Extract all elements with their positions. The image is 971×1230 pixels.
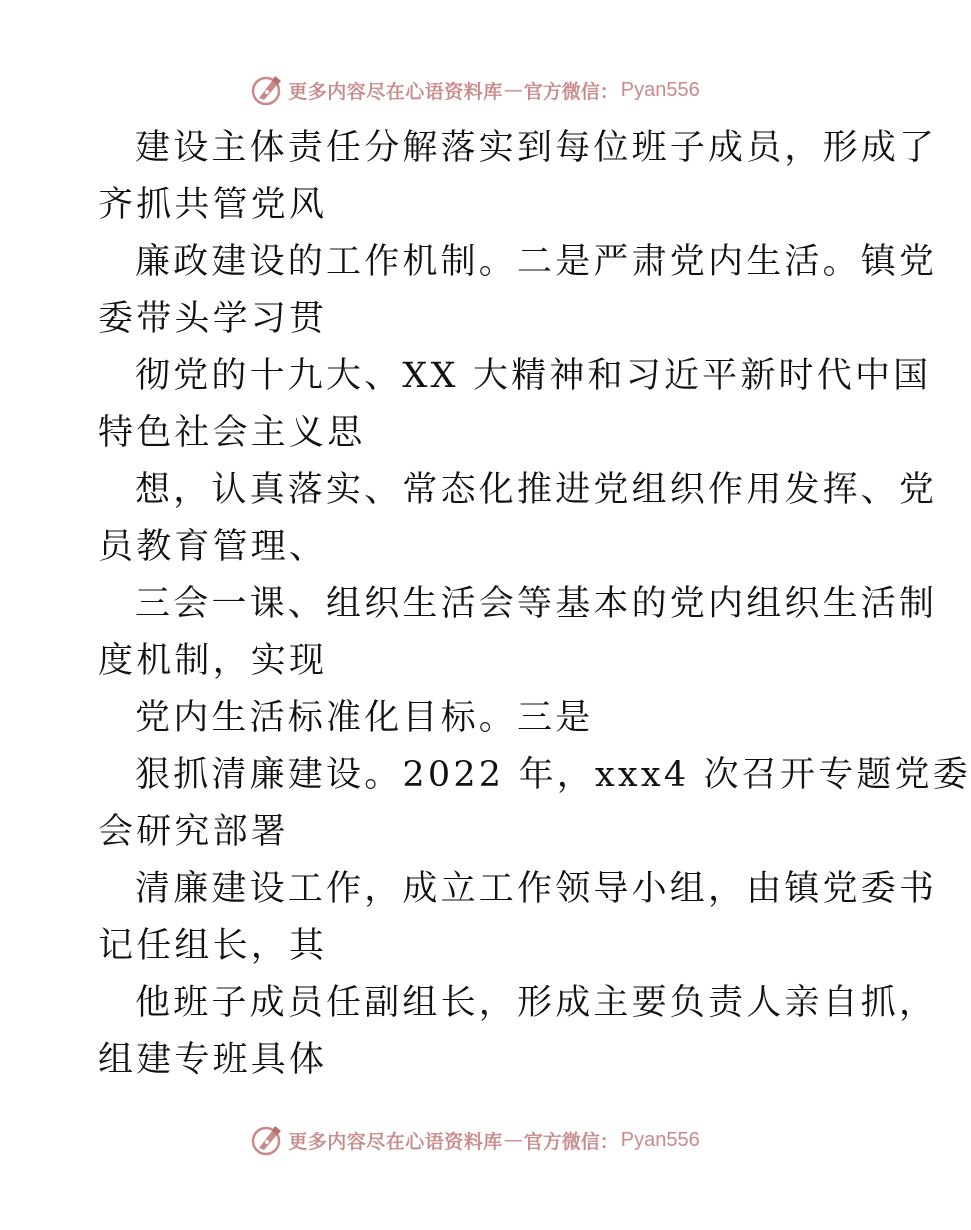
text-line: 齐抓共管党风 <box>98 185 328 225</box>
banner-site-text: 更多内容尽在心语资料库 <box>288 80 503 103</box>
banner-wechat-id: Pyan556 <box>620 1128 700 1151</box>
banner-wechat-id: Pyan556 <box>620 78 700 101</box>
text-line: 彻党的十九大、XX 大精神和习近平新时代中国 <box>135 356 932 396</box>
text-line: 会研究部署 <box>98 812 290 852</box>
text-line: 度机制，实现 <box>98 641 328 681</box>
text-line: 党内生活标准化目标。三是 <box>135 698 594 738</box>
document-body <box>98 120 971 1089</box>
pen-nib-logo-icon <box>250 73 284 107</box>
text-line: 记任组长，其 <box>98 926 328 966</box>
banner-official-text: 官方微信： <box>523 80 619 103</box>
text-line: 三会一课、组织生活会等基本的党内组织生活制 <box>135 584 938 624</box>
text-line: 廉政建设的工作机制。二是严肃党内生活。镇党 <box>135 242 938 282</box>
text-line: 想，认真落实、常态化推进党组织作用发挥、党 <box>135 470 938 510</box>
text-line: 他班子成员任副组长，形成主要负责人亲自抓， <box>135 983 938 1023</box>
text-line: 组建专班具体 <box>98 1040 328 1080</box>
text-line: 委带头学习贯 <box>98 299 328 339</box>
header-banner <box>0 70 950 110</box>
banner-dash: — <box>503 79 523 101</box>
text-line: 员教育管理、 <box>98 527 328 567</box>
text-line: 狠抓清廉建设。2022 年，xxx4 次召开专题党委 <box>135 755 971 795</box>
footer-banner <box>0 1120 950 1160</box>
banner-official-text: 官方微信： <box>523 1130 619 1153</box>
text-line: 建设主体责任分解落实到每位班子成员，形成了 <box>135 128 938 168</box>
pen-nib-logo-icon <box>250 1123 284 1157</box>
text-line: 特色社会主义思 <box>98 413 366 453</box>
text-line: 清廉建设工作，成立工作领导小组，由镇党委书 <box>135 869 938 909</box>
banner-dash: — <box>503 1129 523 1151</box>
banner-site-text: 更多内容尽在心语资料库 <box>288 1130 503 1153</box>
